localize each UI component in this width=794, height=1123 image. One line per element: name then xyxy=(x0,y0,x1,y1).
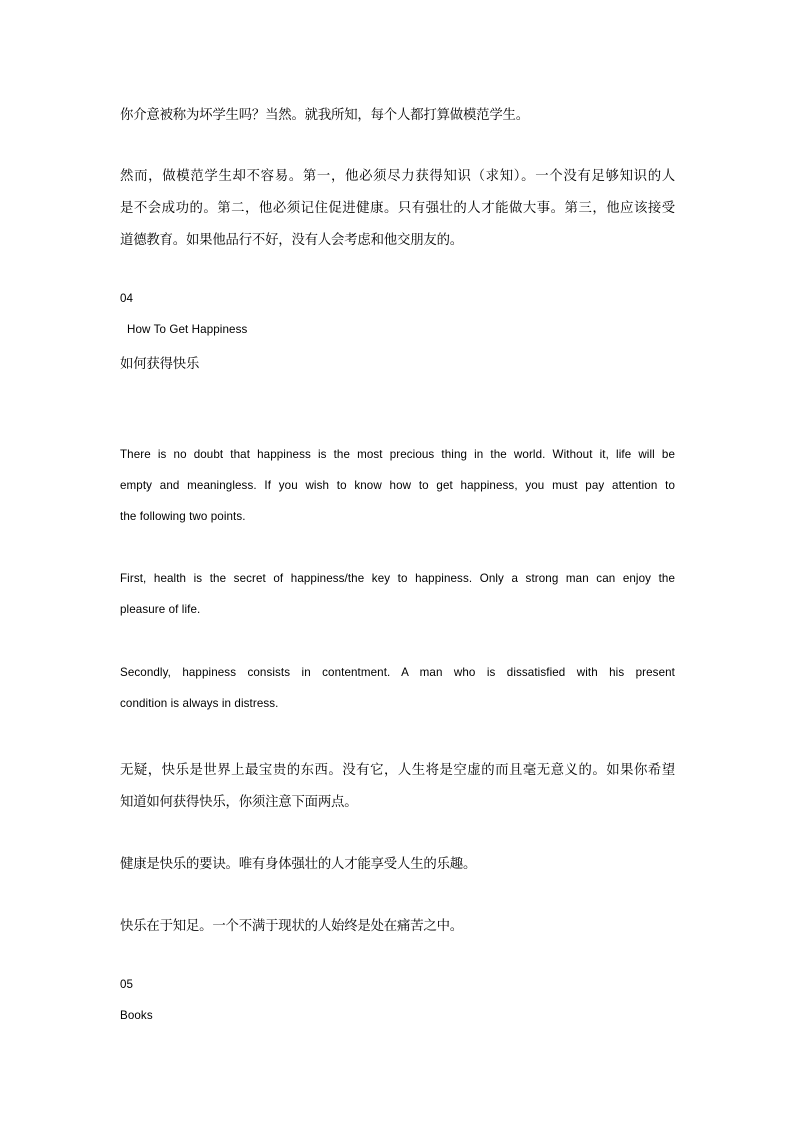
paragraph-happiness-en-line-2: empty and meaningless. If you wish to know how to get happiness, you must pay attention to xyxy=(120,479,675,492)
section-title-books: Books xyxy=(120,1009,153,1022)
paragraph-health-en-line-1: First, health is the secret of happiness/the key to happiness. Only a strong man can enjoy the xyxy=(120,572,675,585)
paragraph-model-student-line-1: 然而，做模范学生却不容易。第一，他必须尽力获得知识（求知）。一个没有足够知识的人 xyxy=(120,169,675,184)
paragraph-health-en-line-2: pleasure of life. xyxy=(120,603,201,616)
section-title-zh: 如何获得快乐 xyxy=(120,357,200,372)
paragraph-happiness-en-line-1: There is no doubt that happiness is the most precious thing in the world. Without it, life will be xyxy=(120,448,675,461)
section-title-en: How To Get Happiness xyxy=(127,323,248,336)
paragraph-happiness-zh-line-2: 知道如何获得快乐，你须注意下面两点。 xyxy=(120,795,358,810)
section-number-05: 05 xyxy=(120,978,134,991)
paragraph-model-student-line-2: 是不会成功的。第二，他必须记住促进健康。只有强壮的人才能做大事。第三，他应该接受 xyxy=(120,201,675,216)
paragraph-contentment-en-line-2: condition is always in distress. xyxy=(120,697,279,710)
paragraph-health-zh: 健康是快乐的要诀。唯有身体强壮的人才能享受人生的乐趣。 xyxy=(120,857,477,872)
paragraph-model-student-line-3: 道德教育。如果他品行不好，没有人会考虑和他交朋友的。 xyxy=(120,233,463,248)
section-number-04: 04 xyxy=(120,292,134,305)
paragraph-model-student-question: 你介意被称为坏学生吗？当然。就我所知，每个人都打算做模范学生。 xyxy=(120,108,529,123)
paragraph-happiness-en-line-3: the following two points. xyxy=(120,510,246,523)
paragraph-contentment-en-line-1: Secondly, happiness consists in contentment. A man who is dissatisfied with his present xyxy=(120,666,675,679)
paragraph-happiness-zh-line-1: 无疑，快乐是世界上最宝贵的东西。没有它，人生将是空虚的而且毫无意义的。如果你希望 xyxy=(120,763,675,778)
paragraph-contentment-zh: 快乐在于知足。一个不满于现状的人始终是处在痛苦之中。 xyxy=(120,919,463,934)
